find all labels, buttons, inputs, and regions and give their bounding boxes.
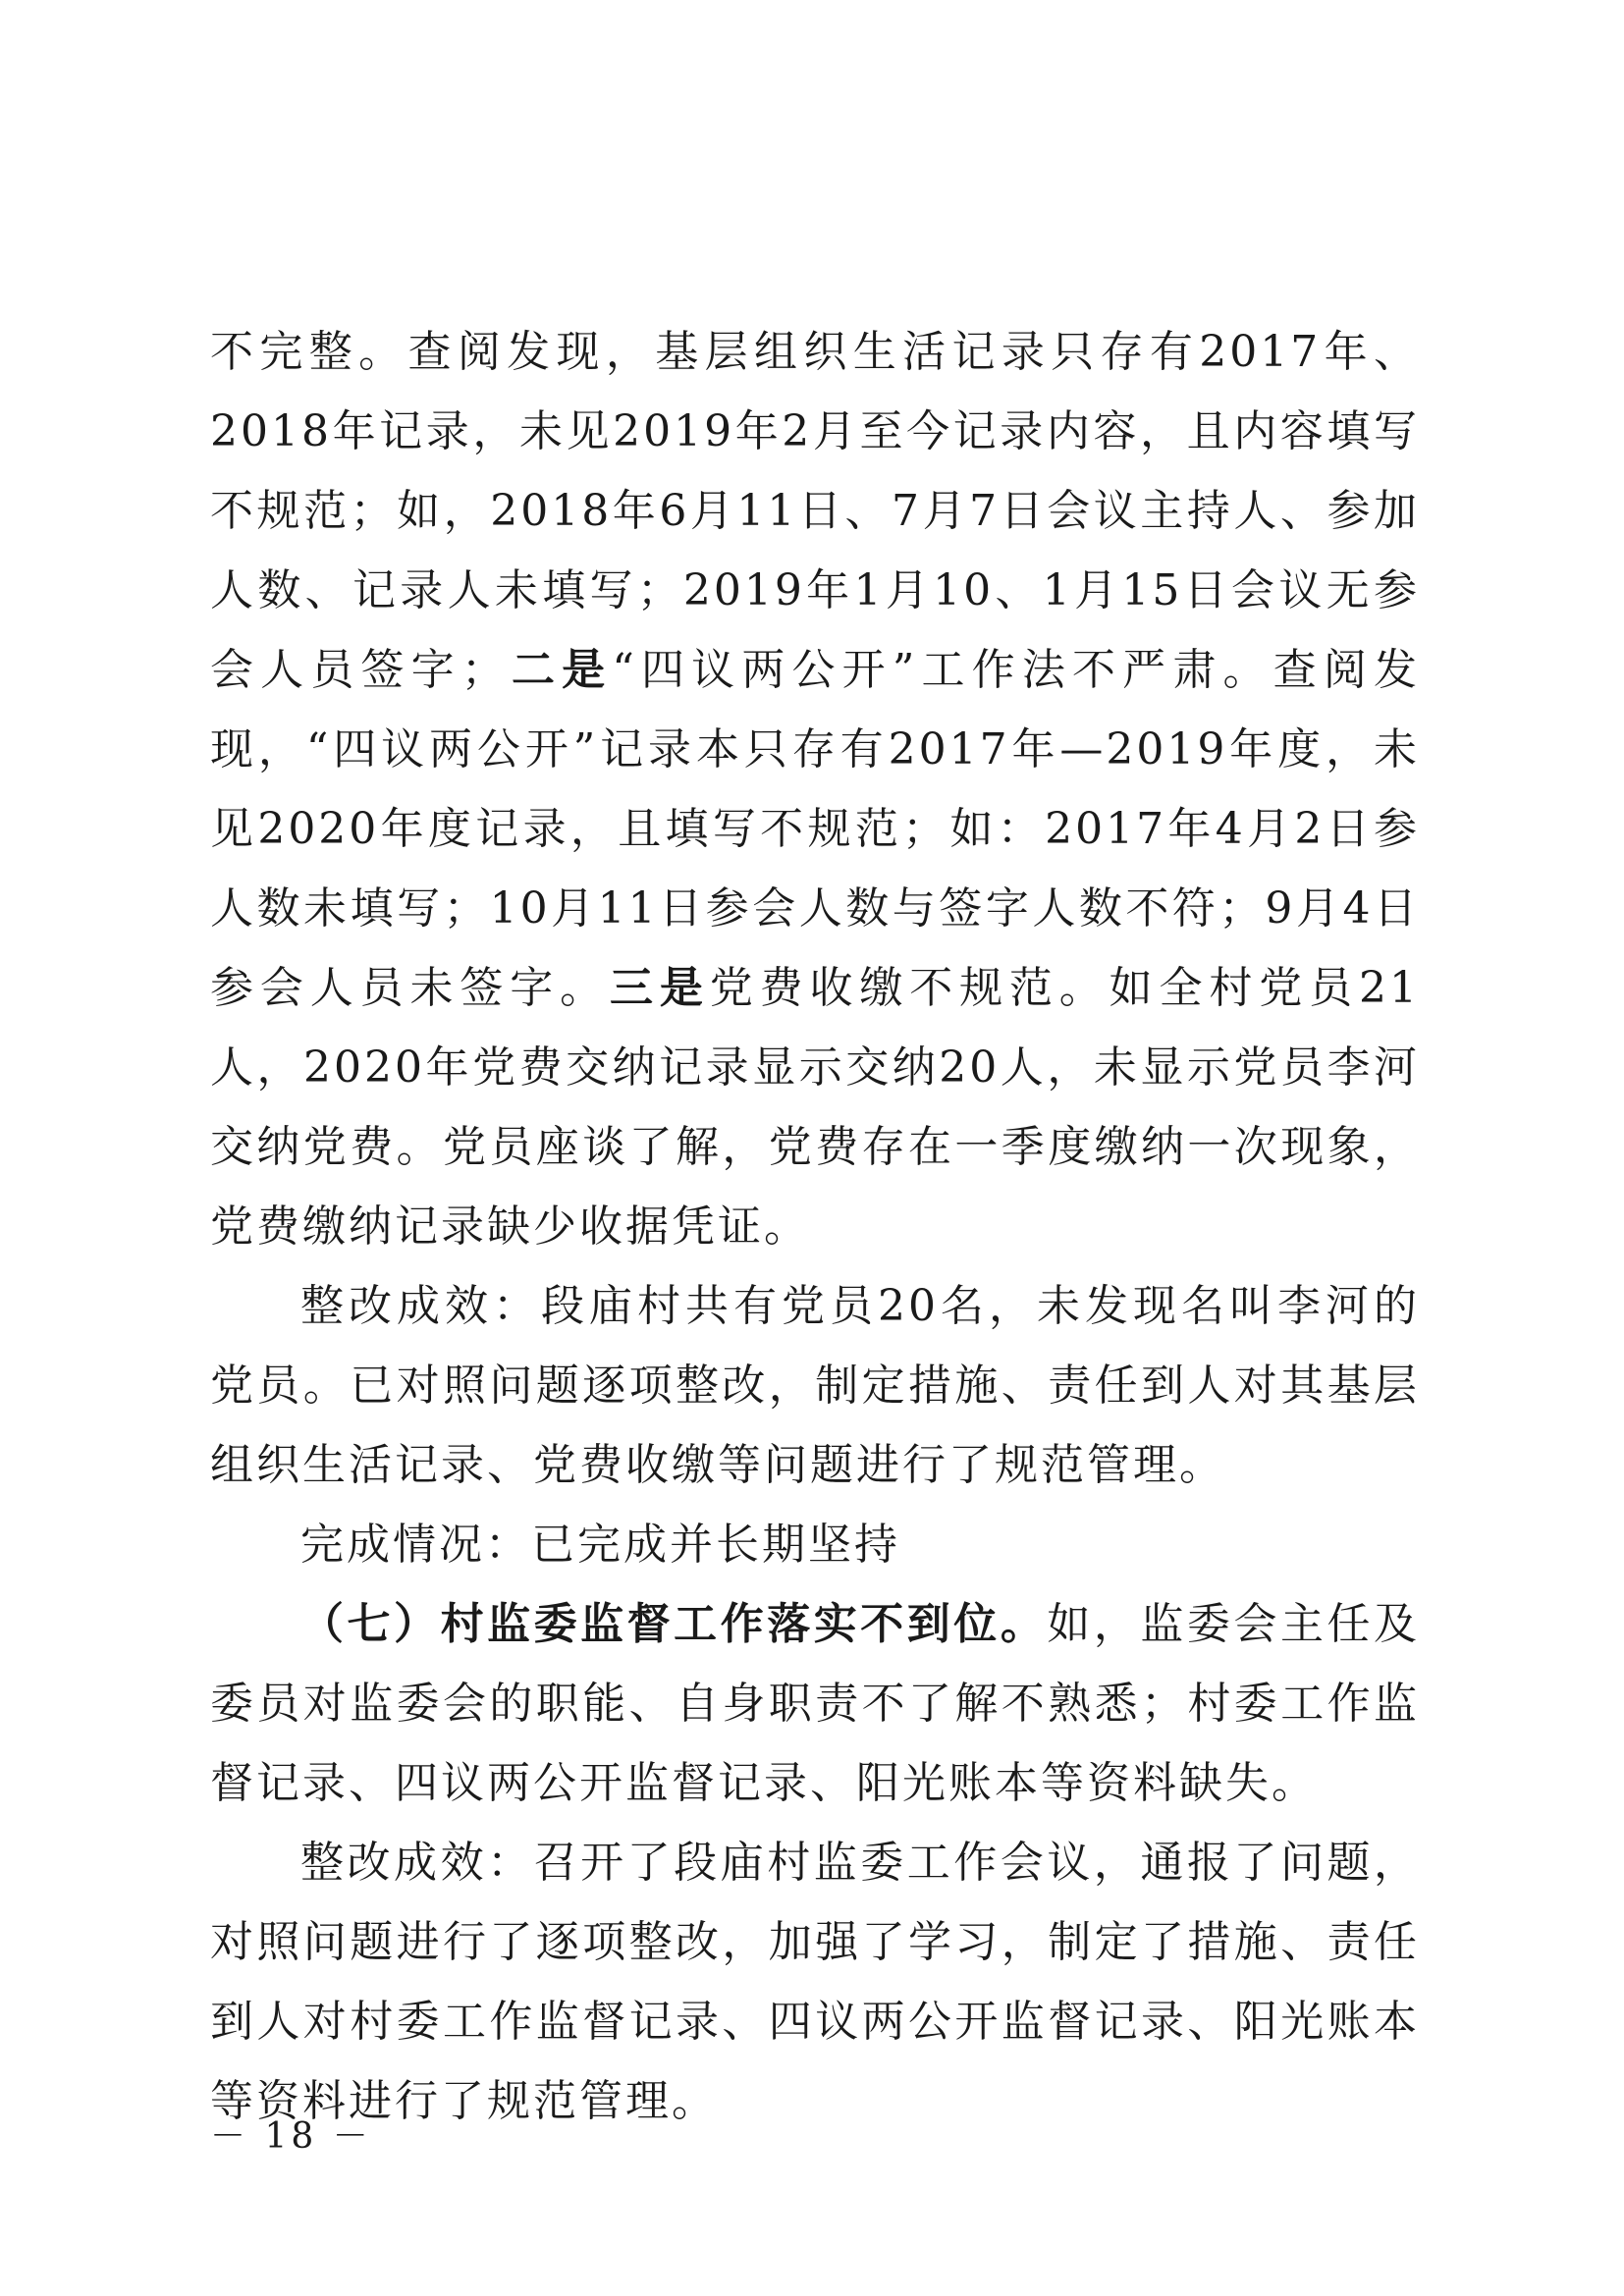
- document-body: [210, 312, 1420, 2141]
- paragraph-text: 党费收缴不规范。如全村党员21人，2020年党费交纳记录显示交纳20人，未显示党员李河交纳党费。党员座谈了解，党费存在一季度缴纳一次现象，党费缴纳记录缺少收据凭证。: [210, 963, 1421, 1252]
- paragraph-party-records: [210, 312, 1420, 1266]
- paragraph-rectification-result-2: 整改成效：召开了段庙村监委工作会议，通报了问题，对照问题进行了逐项整改，加强了学习，制定了措施、责任到人对村委工作监督记录、四议两公开监督记录、阳光账本等资料进行了规范管理。: [210, 1838, 1420, 2126]
- paragraph-text: 如，监委会主任及委员对监委会的职能、自身职责不了解不熟悉；村委工作监督记录、四议两公开监督记录、阳光账本等资料缺失。: [210, 1599, 1421, 1808]
- paragraph-text: “四议两公开”工作法不严肃。查阅发现，“四议两公开”记录本只存有2017年—2019年度，未见2020年度记录，且填写不规范；如：2017年4月2日参人数未填写；10月11日参会人数与签字人数不符；9月4日参会人员未签字。: [210, 645, 1420, 1013]
- paragraph-completion-status: 完成情况：已完成并长期坚持: [300, 1520, 900, 1570]
- paragraph-rectification-result-1: 整改成效：段庙村共有党员20名，未发现名叫李河的党员。已对照问题逐项整改，制定措施、责任到人对其基层组织生活记录、党费收缴等问题进行了规范管理。: [210, 1281, 1420, 1490]
- paragraph-text: 不完整。查阅发现，基层组织生活记录只存有2017年、2018年记录，未见2019年2月至今记录内容，且内容填写不规范；如，2018年6月11日、7月7日会议主持人、参加人数、记录人未填写；2019年1月10、1月15日会议无参会人员签字；: [210, 327, 1420, 695]
- paragraph-section-seven: [210, 1584, 1420, 1823]
- page-number: － 18 －: [210, 2116, 372, 2157]
- section-heading: （七）村监委监督工作落实不到位。: [300, 1599, 1048, 1649]
- bold-marker-second: 二是: [507, 645, 613, 695]
- bold-marker-third: 三是: [609, 963, 710, 1013]
